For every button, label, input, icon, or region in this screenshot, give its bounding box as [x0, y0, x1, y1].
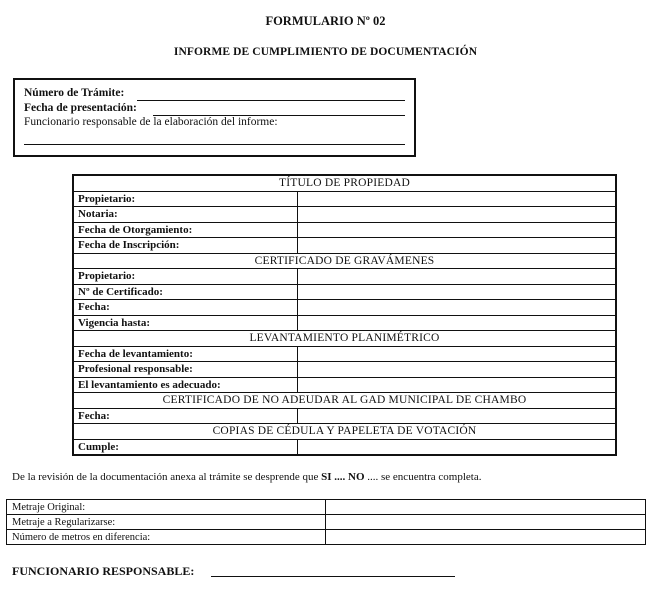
tramite-label: Número de Trámite:	[24, 87, 125, 99]
section-planimetrico-heading: LEVANTAMIENTO PLANIMÉTRICO	[73, 331, 616, 347]
info-box	[13, 78, 416, 157]
planimetrico-adecuado-value[interactable]	[298, 377, 617, 393]
funcionario-responsable-signature-line[interactable]	[211, 576, 455, 577]
gravamenes-fecha-value[interactable]	[298, 300, 617, 316]
section-cedula-heading: COPIAS DE CÉDULA Y PAPELETA DE VOTACIÓN	[73, 424, 616, 440]
no-adeudar-fecha-label: Fecha:	[73, 408, 298, 424]
gravamenes-vigencia-label: Vigencia hasta:	[73, 315, 298, 331]
statement-si: SI	[321, 471, 332, 483]
titulo-inscripcion-label: Fecha de Inscripción:	[73, 238, 298, 254]
completeness-statement	[12, 471, 482, 483]
titulo-inscripcion-value[interactable]	[298, 238, 617, 254]
planimetrico-profesional-label: Profesional responsable:	[73, 362, 298, 378]
cedula-cumple-value[interactable]	[298, 439, 617, 455]
statement-prefix: De la revisión de la documentación anexa al trámite se desprende que	[12, 471, 322, 483]
report-title: INFORME DE CUMPLIMIENTO DE DOCUMENTACIÓN	[173, 46, 478, 58]
tramite-field[interactable]	[137, 100, 405, 101]
gravamenes-vigencia-value[interactable]	[298, 315, 617, 331]
section-titulo-heading: TÍTULO DE PROPIEDAD	[73, 175, 616, 191]
presentacion-label: Fecha de presentación:	[24, 102, 137, 114]
funcionario-label: Funcionario responsable de la elaboración del informe:	[24, 116, 278, 128]
form-number: FORMULARIO Nº 02	[265, 14, 386, 28]
funcionario-responsable-label: FUNCIONARIO RESPONSABLE:	[12, 564, 195, 578]
titulo-otorgamiento-label: Fecha de Otorgamiento:	[73, 222, 298, 238]
metraje-original-value[interactable]	[326, 500, 646, 515]
titulo-otorgamiento-value[interactable]	[298, 222, 617, 238]
metraje-table	[6, 499, 646, 545]
metraje-diferencia-value[interactable]	[326, 530, 646, 545]
cedula-cumple-label: Cumple:	[73, 439, 298, 455]
gravamenes-certificado-value[interactable]	[298, 284, 617, 300]
planimetrico-adecuado-label: El levantamiento es adecuado:	[73, 377, 298, 393]
gravamenes-fecha-label: Fecha:	[73, 300, 298, 316]
metraje-diferencia-label: Número de metros en diferencia:	[7, 530, 326, 545]
titulo-propietario-value[interactable]	[298, 191, 617, 207]
funcionario-field[interactable]	[24, 144, 405, 145]
titulo-notaria-value[interactable]	[298, 207, 617, 223]
gravamenes-propietario-label: Propietario:	[73, 269, 298, 285]
metraje-regularizarse-label: Metraje a Regularizarse:	[7, 515, 326, 530]
titulo-propietario-label: Propietario:	[73, 191, 298, 207]
gravamenes-certificado-label: Nº de Certificado:	[73, 284, 298, 300]
documentation-table	[72, 174, 617, 456]
statement-suffix: .... se encuentra completa.	[364, 471, 482, 483]
metraje-regularizarse-value[interactable]	[326, 515, 646, 530]
planimetrico-profesional-value[interactable]	[298, 362, 617, 378]
statement-no: NO	[348, 471, 365, 483]
section-no-adeudar-heading: CERTIFICADO DE NO ADEUDAR AL GAD MUNICIPAL DE CHAMBO	[73, 393, 616, 409]
planimetrico-fecha-label: Fecha de levantamiento:	[73, 346, 298, 362]
planimetrico-fecha-value[interactable]	[298, 346, 617, 362]
metraje-original-label: Metraje Original:	[7, 500, 326, 515]
gravamenes-propietario-value[interactable]	[298, 269, 617, 285]
no-adeudar-fecha-value[interactable]	[298, 408, 617, 424]
section-gravamenes-heading: CERTIFICADO DE GRAVÁMENES	[73, 253, 616, 269]
titulo-notaria-label: Notaria:	[73, 207, 298, 223]
statement-dots: ....	[331, 471, 349, 483]
